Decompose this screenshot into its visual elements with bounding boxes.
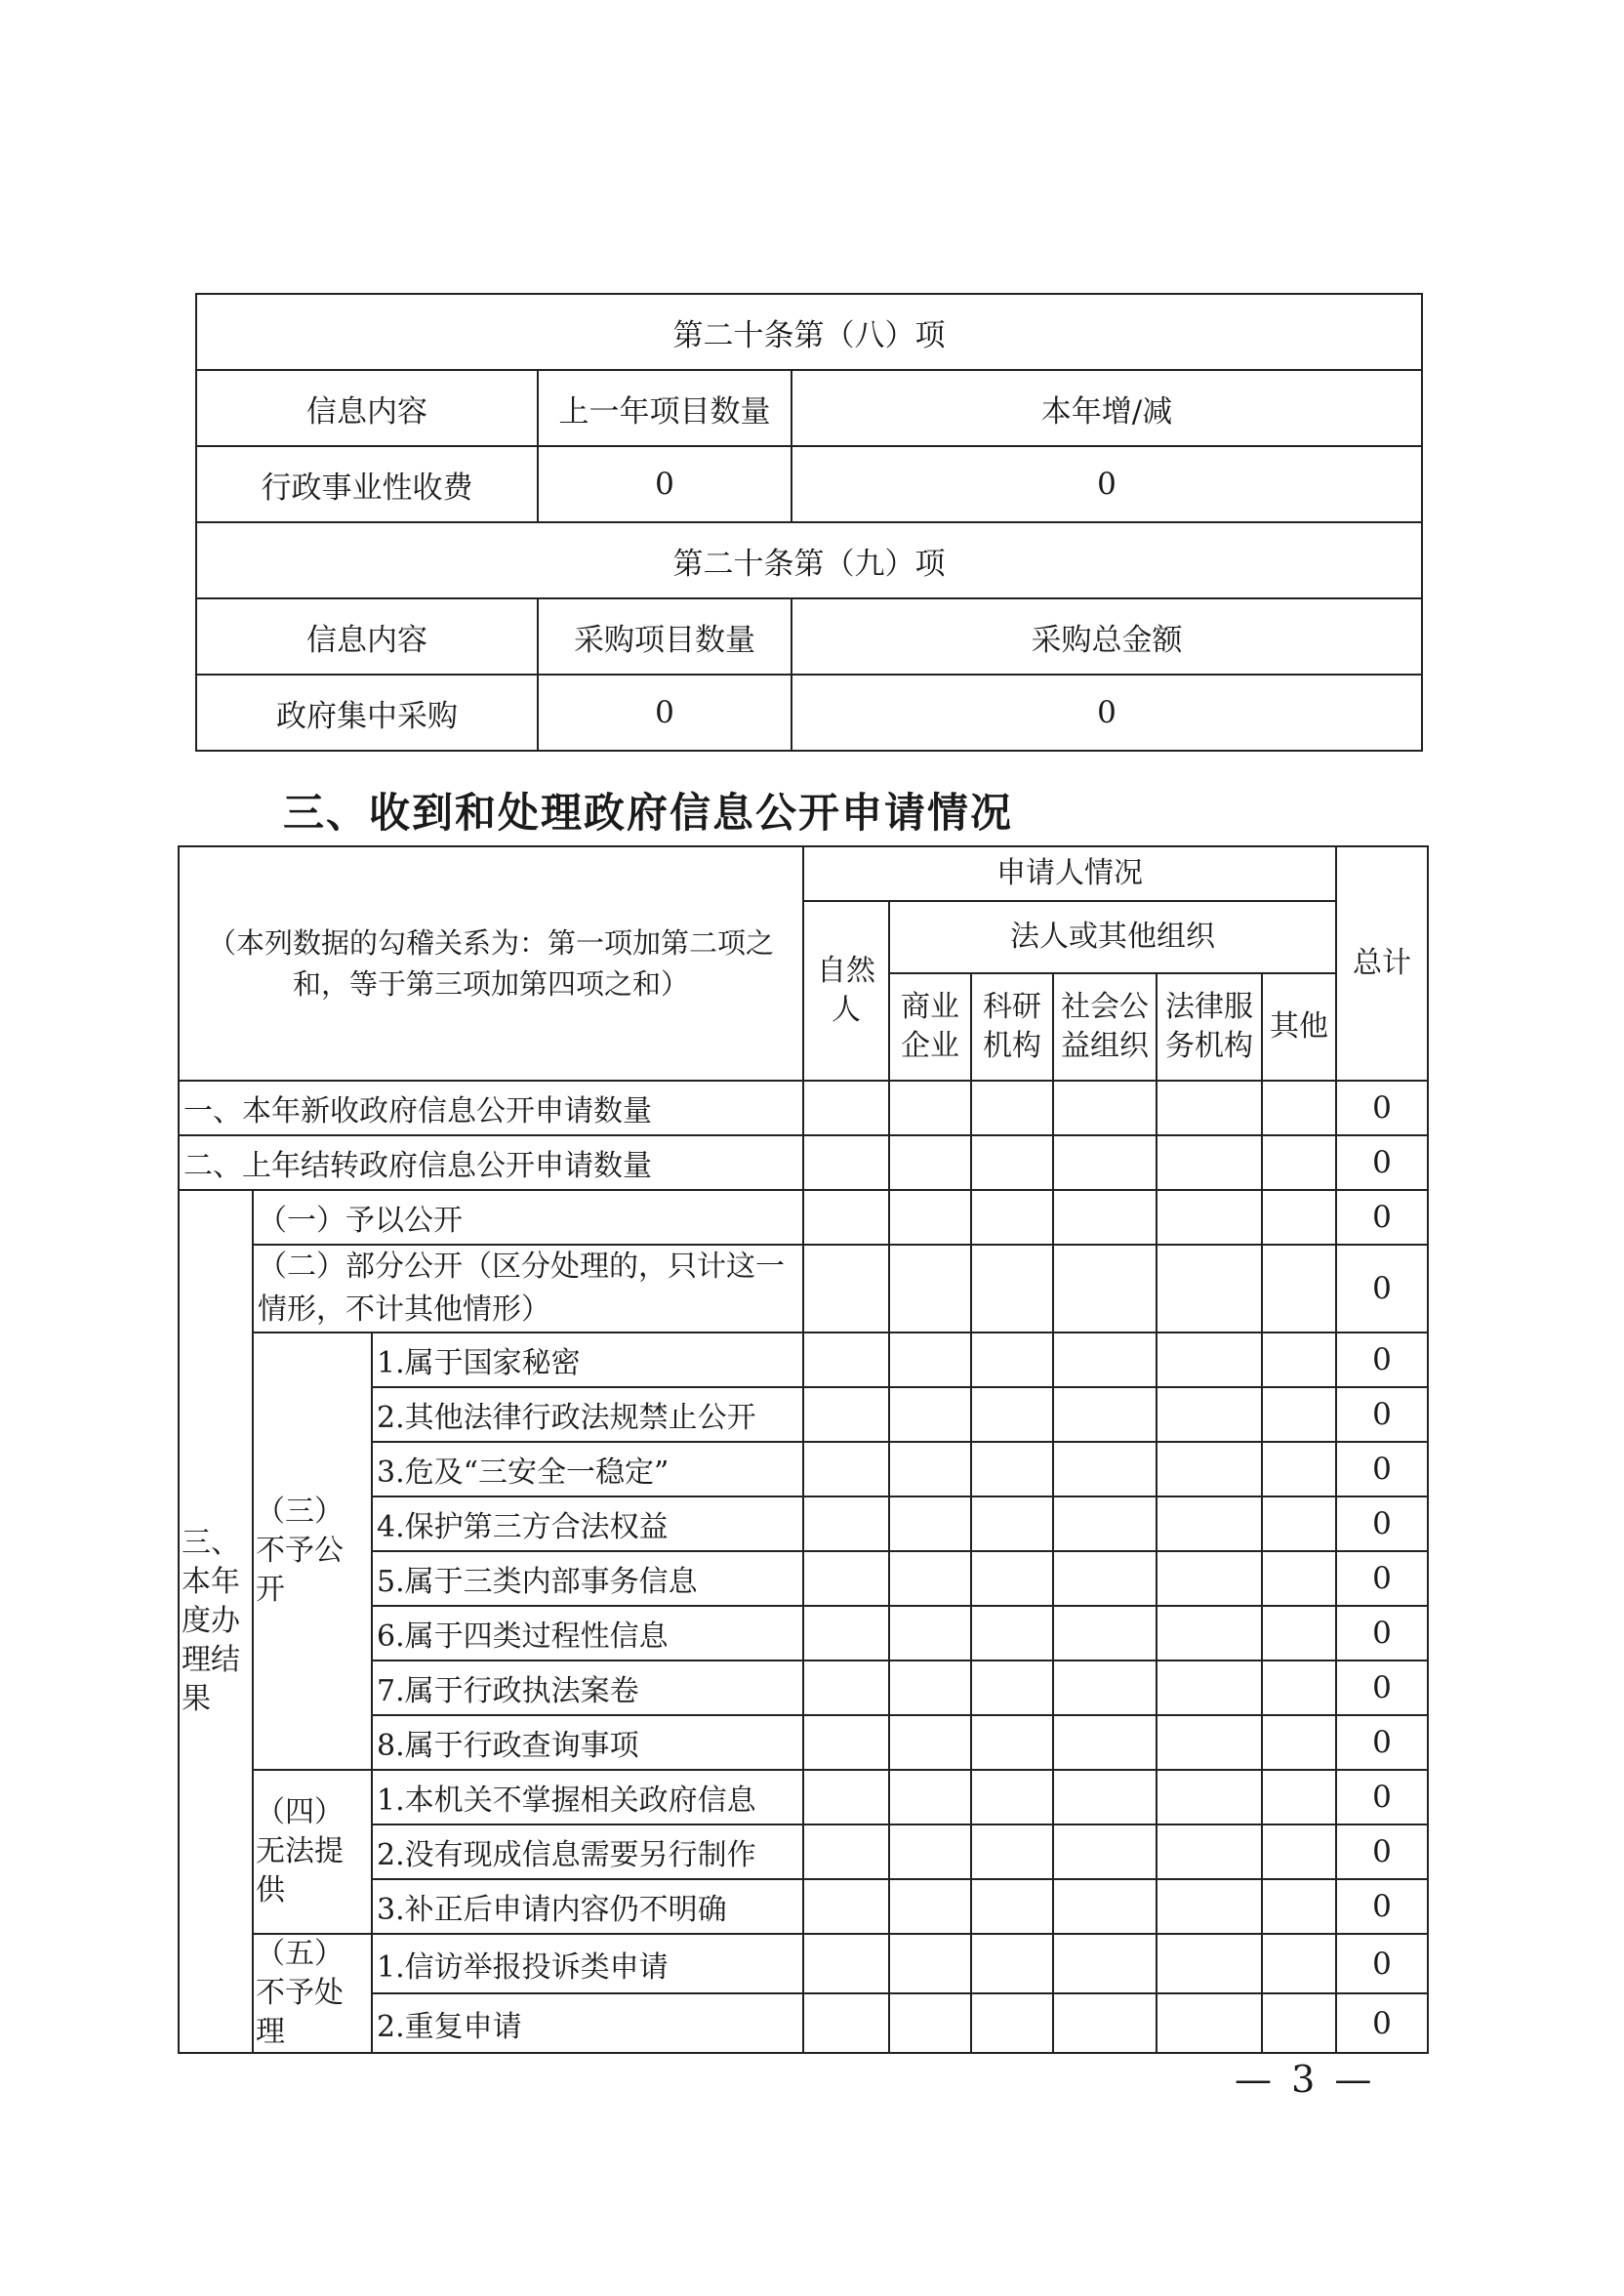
- total-value: 0: [1336, 1879, 1428, 1934]
- table-row: [179, 1081, 1428, 1135]
- page-number: — 3 —: [1235, 2058, 1376, 2101]
- table-row: [179, 1190, 1428, 1245]
- header-procurement-count: 采购项目数量: [538, 598, 792, 675]
- procurement-count: 0: [538, 675, 792, 751]
- row-label-admin-fees: 行政事业性收费: [196, 446, 538, 522]
- header-last-year-count: 上一年项目数量: [538, 370, 792, 446]
- sub-item: 5.属于三类内部事务信息: [372, 1551, 803, 1606]
- total-value: 0: [1336, 1660, 1428, 1715]
- item-not-disclosed: （三）不予公开: [253, 1332, 372, 1770]
- total-value: 0: [1336, 1245, 1428, 1332]
- row-label-procurement: 政府集中采购: [196, 675, 538, 751]
- total-value: 0: [1336, 1081, 1428, 1135]
- total-value: 0: [1336, 1332, 1428, 1387]
- natural-person-header: 自然人: [803, 901, 889, 1081]
- section-9-title: 第二十条第（九）项: [196, 522, 1422, 598]
- header-change: 本年增/减: [792, 370, 1422, 446]
- applicant-header: 申请人情况: [803, 846, 1336, 901]
- admin-fees-last-year: 0: [538, 446, 792, 522]
- row-carried-over: 二、上年结转政府信息公开申请数量: [179, 1135, 803, 1190]
- disclosure-items-table: [195, 293, 1423, 752]
- col-business: 商业企业: [889, 973, 971, 1081]
- total-value: 0: [1336, 1993, 1428, 2053]
- header-info-content-2: 信息内容: [196, 598, 538, 675]
- col-legal-service: 法律服务机构: [1157, 973, 1262, 1081]
- sub-item: 3.补正后申请内容仍不明确: [372, 1879, 803, 1934]
- total-value: 0: [1336, 1715, 1428, 1770]
- total-value: 0: [1336, 1770, 1428, 1824]
- item-disclosed: （一）予以公开: [253, 1190, 803, 1245]
- item-not-processed: （五）不予处理: [253, 1934, 372, 2053]
- admin-fees-change: 0: [792, 446, 1422, 522]
- item-cannot-provide: （四）无法提供: [253, 1770, 372, 1934]
- sub-item: 2.其他法律行政法规禁止公开: [372, 1387, 803, 1442]
- total-header: 总计: [1336, 846, 1428, 1081]
- procurement-total: 0: [792, 675, 1422, 751]
- total-value: 0: [1336, 1606, 1428, 1660]
- item-partially-disclosed: （二）部分公开（区分处理的，只计这一情形，不计其他情形）: [253, 1245, 803, 1332]
- section-title: 三、收到和处理政府信息公开申请情况: [283, 789, 1014, 837]
- total-value: 0: [1336, 1551, 1428, 1606]
- table-row: [179, 1332, 1428, 1387]
- sub-item: 1.本机关不掌握相关政府信息: [372, 1770, 803, 1824]
- legal-group-header: 法人或其他组织: [889, 901, 1336, 973]
- note-cell: （本列数据的勾稽关系为：第一项加第二项之和，等于第三项加第四项之和）: [179, 846, 803, 1081]
- table-row: [179, 1934, 1428, 1993]
- total-value: 0: [1336, 1135, 1428, 1190]
- header-procurement-total: 采购总金额: [792, 598, 1422, 675]
- total-value: 0: [1336, 1190, 1428, 1245]
- sub-item: 6.属于四类过程性信息: [372, 1606, 803, 1660]
- sub-item: 1.信访举报投诉类申请: [372, 1934, 803, 1993]
- col-research: 科研机构: [971, 973, 1053, 1081]
- row-new-applications: 一、本年新收政府信息公开申请数量: [179, 1081, 803, 1135]
- sub-item: 2.没有现成信息需要另行制作: [372, 1824, 803, 1879]
- total-value: 0: [1336, 1387, 1428, 1442]
- header-info-content: 信息内容: [196, 370, 538, 446]
- table-row: [179, 1770, 1428, 1824]
- table-row: [179, 1245, 1428, 1332]
- sub-item: 8.属于行政查询事项: [372, 1715, 803, 1770]
- total-value: 0: [1336, 1824, 1428, 1879]
- total-value: 0: [1336, 1934, 1428, 1993]
- sub-item: 4.保护第三方合法权益: [372, 1496, 803, 1551]
- applications-table: [178, 845, 1429, 2054]
- col-public-welfare: 社会公益组织: [1053, 973, 1157, 1081]
- total-value: 0: [1336, 1442, 1428, 1496]
- total-value: 0: [1336, 1496, 1428, 1551]
- sub-item: 3.危及“三安全一稳定”: [372, 1442, 803, 1496]
- sub-item: 2.重复申请: [372, 1993, 803, 2053]
- table-row: [179, 1135, 1428, 1190]
- section-8-title: 第二十条第（八）项: [196, 294, 1422, 370]
- col-other: 其他: [1262, 973, 1336, 1081]
- group-handling-results: 三、本年度办理结果: [179, 1190, 253, 2053]
- sub-item: 7.属于行政执法案卷: [372, 1660, 803, 1715]
- sub-item: 1.属于国家秘密: [372, 1332, 803, 1387]
